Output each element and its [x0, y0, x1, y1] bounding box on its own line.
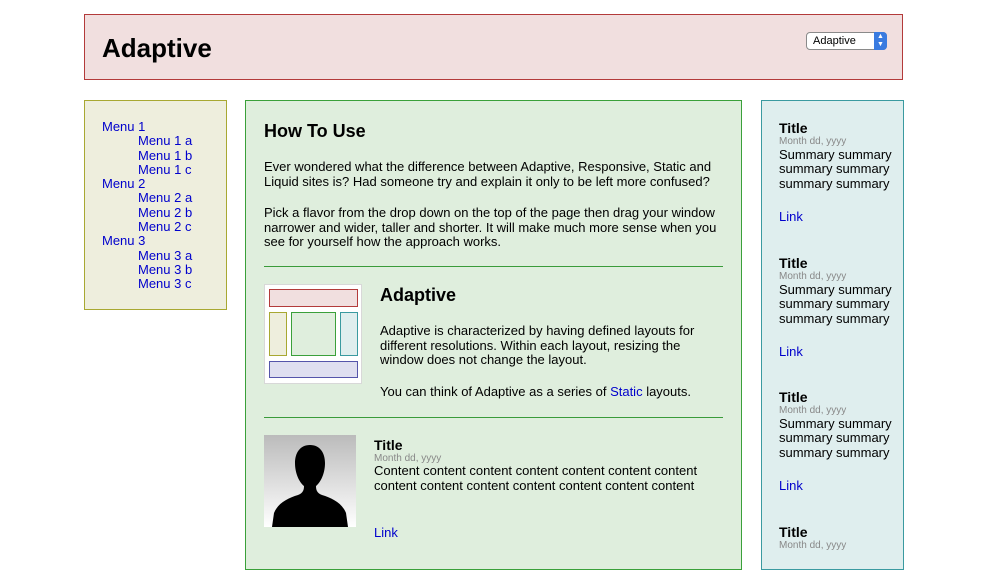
menu-2b-link[interactable]: Menu 2 b: [138, 204, 193, 220]
select-arrows-icon: ▲ ▼: [874, 32, 887, 50]
aside-card: [779, 255, 894, 359]
adaptive-layout-diagram: [264, 284, 362, 384]
static-link[interactable]: Static: [610, 384, 643, 399]
avatar-silhouette-icon: [264, 435, 356, 527]
card-date: Month dd, yyyy: [779, 405, 847, 416]
card-link[interactable]: Link: [779, 478, 803, 494]
card-title: Title: [779, 524, 808, 540]
menu-3c-link[interactable]: Menu 3 c: [138, 276, 192, 292]
aside-card: [779, 389, 894, 493]
menu-1c-link[interactable]: Menu 1 c: [138, 161, 192, 177]
main-content: [245, 100, 742, 570]
card-summary: Summary summary summary summary summary summary: [779, 282, 892, 326]
card-title: Title: [779, 120, 808, 136]
article-title: Title: [374, 437, 403, 453]
menu-3-link[interactable]: Menu 3: [102, 233, 146, 249]
howto-paragraph-1: Ever wondered what the difference between Adaptive, Responsive, Static and Liquid sites is? Had someone try and explain it only to be left more confused?: [264, 159, 712, 189]
menu-2c-link[interactable]: Menu 2 c: [138, 219, 192, 235]
card-title: Title: [779, 255, 808, 271]
layout-select-value: Adaptive: [813, 35, 856, 47]
layout-select[interactable]: [806, 32, 887, 50]
section-divider: [264, 417, 723, 418]
card-link[interactable]: Link: [779, 344, 803, 360]
adaptive-title: Adaptive: [380, 285, 457, 305]
aside-card: [779, 524, 894, 552]
article-date: Month dd, yyyy: [374, 453, 442, 464]
menu-1a-link[interactable]: Menu 1 a: [138, 133, 193, 149]
menu-3b-link[interactable]: Menu 3 b: [138, 261, 193, 277]
article-link[interactable]: Link: [374, 525, 398, 540]
card-title: Title: [779, 389, 808, 405]
header: [84, 14, 903, 80]
card-link[interactable]: Link: [779, 209, 803, 225]
section-divider: [264, 266, 723, 267]
adaptive-static-note: You can think of Adaptive as a series of Static layouts.: [380, 384, 691, 399]
sidebar-nav: [84, 100, 227, 310]
aside-news: [761, 100, 904, 570]
adaptive-description: Adaptive is characterized by having defined layouts for different resolutions. Within each layout, resizing the window does not change the layout.: [380, 323, 695, 367]
card-date: Month dd, yyyy: [779, 271, 847, 282]
howto-title: How To Use: [264, 121, 366, 141]
card-summary: Summary summary summary summary summary summary: [779, 147, 892, 191]
menu-2-link[interactable]: Menu 2: [102, 176, 146, 192]
card-date: Month dd, yyyy: [779, 540, 847, 551]
menu-1-link[interactable]: Menu 1: [102, 119, 146, 134]
card-summary: Summary summary summary summary summary summary: [779, 416, 892, 460]
menu-2a-link[interactable]: Menu 2 a: [138, 190, 193, 206]
aside-card: [779, 120, 894, 224]
article-content: Content content content content content content content content content content content content content content: [374, 463, 698, 493]
menu-3a-link[interactable]: Menu 3 a: [138, 247, 193, 263]
howto-paragraph-2: Pick a flavor from the drop down on the top of the page then drag your window narrower and wider, taller and shorter. It will make much more sense when you see for yourself how the approach works.: [264, 205, 717, 249]
card-date: Month dd, yyyy: [779, 136, 847, 147]
menu-1b-link[interactable]: Menu 1 b: [138, 147, 193, 163]
site-title: Adaptive: [102, 33, 212, 63]
